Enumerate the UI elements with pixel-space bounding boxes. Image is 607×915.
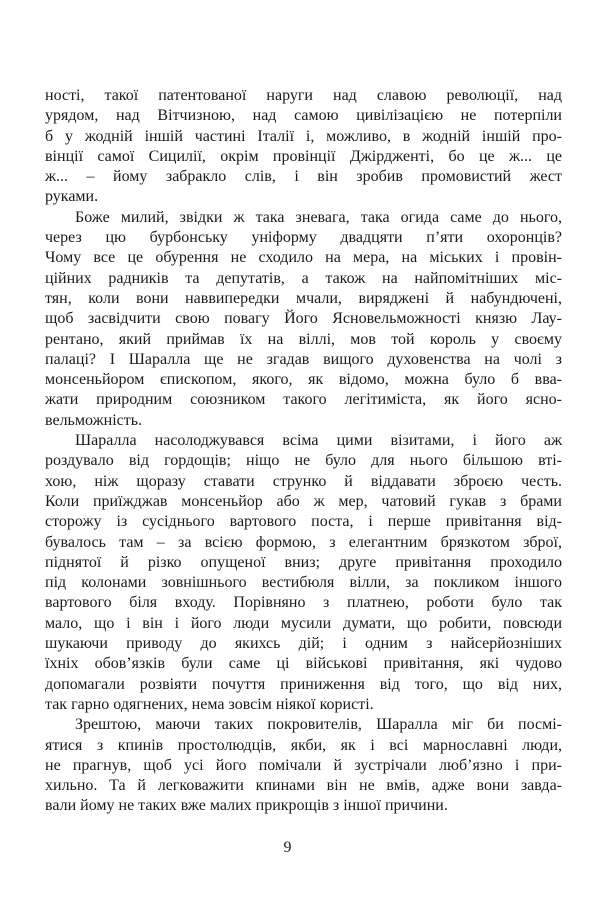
- text-line: палаці? І Шаралла ще не згадав вищого духовенства на чолі з: [45, 350, 562, 368]
- text-line: Коли приїжджав монсеньйор або ж мер, чатовий гукав з брами: [45, 492, 562, 510]
- paragraph: [45, 431, 562, 715]
- text-line: шукаючи приводу до якихсь дій; і одним з найсерйозніших: [45, 635, 562, 653]
- text-line: не прагнув, щоб усі його помічали й зустрічали люб’язно і при-: [45, 756, 562, 774]
- text-line: вали йому не таких вже малих прикрощів з іншої причини.: [45, 797, 448, 815]
- text-line: Боже милий, звідки ж така зневага, така огида саме до нього,: [75, 208, 562, 226]
- text-line: ятися з кпинів простолюдців, якби, як і всі марнославні люди,: [45, 736, 562, 754]
- text-line: Чому все це обурення не сходило на мера, на міських і провін-: [45, 249, 562, 267]
- text-line: хильно. Та й легковажити кпинами він не вмів, адже вони завда-: [45, 777, 562, 795]
- text-line: монсеньйором єпископом, якого, як відомо, можна було б вва-: [45, 371, 562, 389]
- text-line: тян, коли вони наввипередки мчали, виряджені й набундючені,: [45, 289, 562, 307]
- text-line: жати природним союзником такого легітиміста, як його ясно-: [45, 391, 562, 409]
- paragraph: [45, 715, 562, 816]
- text-line: бувалось там – за всією формою, з елегантним брязкотом зброї,: [45, 533, 562, 551]
- text-line: ності, такої патентованої наруги над славою революції, над: [45, 87, 562, 104]
- text-line: хою, ніж щоразу ставати струнко й віддавати зброєю честь.: [45, 472, 562, 490]
- page-number: 9: [283, 839, 292, 856]
- text-line: вінції самої Сицилії, окрім провінції Джірдженті, бо це ж... це: [45, 147, 562, 165]
- text-line: через цю бурбонську уніформу двадцяти п’яти охоронців?: [45, 229, 562, 247]
- text-line: урядом, над Вітчизною, над самою цивілізацією не потерпіли: [45, 107, 562, 125]
- text-line: ційних радників та депутатів, а також на найпомітніших міс-: [45, 269, 562, 287]
- text-line: б у жодній іншій частині Італії і, можливо, в жодній іншій про-: [45, 127, 562, 145]
- paragraph: [45, 86, 562, 208]
- body-text: [45, 86, 562, 817]
- text-line: руками.: [45, 188, 99, 206]
- text-line: Зрештою, маючи таких покровителів, Шаралла міг би посмі-: [75, 716, 562, 734]
- text-line: ж... – йому забракло слів, і він зробив промовистий жест: [45, 168, 562, 186]
- text-line: щоб засвідчити свою повагу Його Ясновельможності князю Лау-: [45, 310, 562, 328]
- text-line: допомагали розвіяти почуття приниження від того, що від них,: [45, 675, 562, 693]
- text-line: їхніх обов’язків були саме ці військові привітання, які чудово: [45, 655, 562, 673]
- paragraph: [45, 208, 562, 431]
- text-line: роздувало від гордощів; ніщо не було для нього більшою вті-: [45, 452, 562, 470]
- text-line: рентано, який приймав їх на віллі, мов той король у своєму: [45, 330, 562, 348]
- text-line: сторожу із сусіднього вартового поста, і перше привітання від-: [45, 513, 562, 531]
- text-line: вельможність.: [45, 411, 143, 429]
- text-line: вартового біля входу. Порівняно з платнею, роботи було так: [45, 594, 562, 612]
- text-line: мало, що і він і його люди мусили думати, що робити, повсюди: [45, 614, 562, 632]
- text-line: так гарно одягнених, нема зовсім ніякої користі.: [45, 695, 374, 713]
- text-line: під колонами зовнішнього вестибюля вілли, за покликом іншого: [45, 574, 562, 592]
- text-line: піднятої й різко опущеної вниз; друге привітання проходило: [45, 553, 562, 571]
- text-line: Шаралла насолоджувався всіма цими візитами, і його аж: [75, 432, 562, 450]
